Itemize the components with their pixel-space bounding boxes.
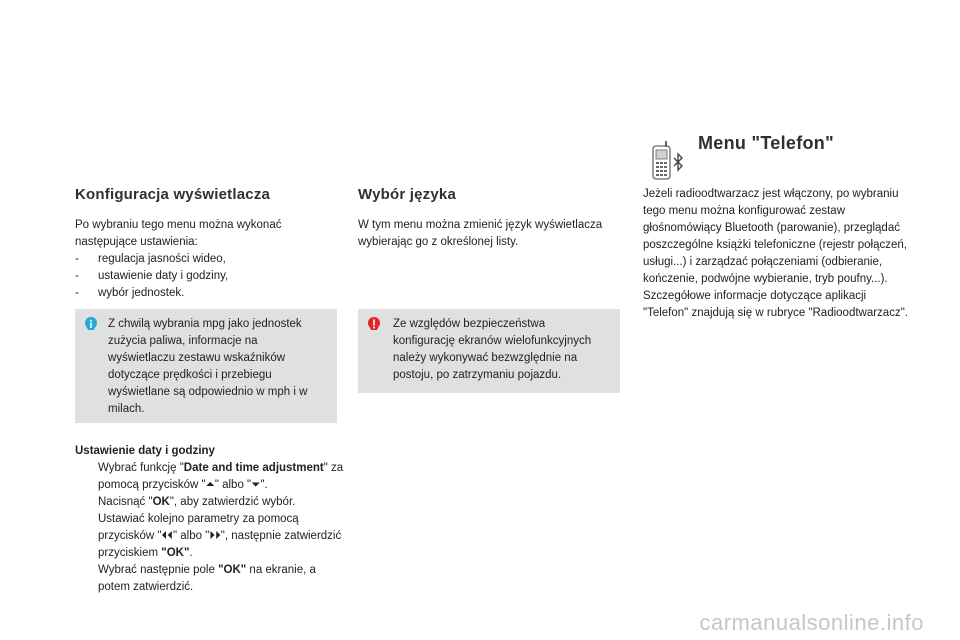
info-note (75, 309, 337, 423)
phone-menu-paragraph: Jeżeli radioodtwarzacz jest włączony, po wybraniu tego menu można konfigurować zestaw głośnomówiący Bluetooth (parowanie), przeglądać poszczególne książki telefoniczne (rejestr połączeń, usługi...) i zarządzać połączeniami (odbieranie, kończenie, podwójne wybieranie, tryb poufny...). (643, 188, 907, 285)
warning-note (358, 309, 620, 393)
list-item: Nacisnąć "OK", aby zatwierdzić wybór. (98, 496, 296, 508)
list-item: Wybrać funkcję "Date and time adjustment" za pomocą przycisków "⏶" albo "⏷". (98, 462, 344, 491)
warning-note-text: Ze względów bezpieczeństwa konfigurację ekranów wielofunkcyjnych należy wykonywać bezwzględnie na postoju, po zatrzymaniu pojazdu. (393, 318, 592, 381)
list-item: - wybór jednostek. (75, 285, 337, 302)
datetime-section (75, 443, 345, 596)
phone-bluetooth-icon (650, 140, 686, 182)
watermark: carmanualsonline.info (699, 610, 924, 635)
language-section (358, 186, 620, 251)
info-note-text: Z chwilą wybrania mpg jako jednostek zużycia paliwa, informacje na wyświetlaczu zestawu wskaźników dotyczące prędkości i przebiegu wyświetlane są odpowiednio w mph i w milach. (108, 318, 308, 415)
info-icon (83, 316, 99, 332)
list-item: - ustawienie daty i godziny, (75, 268, 337, 285)
phone-menu-title: Menu "Telefon" (698, 133, 834, 153)
display-config-intro: Po wybraniu tego menu można wykonać następujące ustawienia: (75, 219, 282, 248)
list-item: Ustawiać kolejno parametry za pomocą przycisków "⏴⏴" albo "⏵⏵", następnie zatwierdzić przyciskiem "OK". (98, 513, 342, 559)
language-heading: Wybór języka (358, 186, 456, 203)
language-text: W tym menu można zmienić język wyświetlacza wybierając go z określonej listy. (358, 219, 603, 248)
list-item: Wybrać następnie pole "OK" na ekranie, a potem zatwierdzić. (98, 564, 316, 593)
datetime-steps (75, 460, 345, 596)
display-config-heading: Konfiguracja wyświetlacza (75, 186, 271, 203)
display-config-list (75, 251, 337, 302)
list-item: - regulacja jasności wideo, (75, 251, 337, 268)
warning-icon (366, 316, 382, 332)
datetime-heading: Ustawienie daty i godziny (75, 445, 215, 457)
display-config-section (75, 186, 337, 302)
phone-menu-paragraph-2: Szczegółowe informacje dotyczące aplikacji "Telefon" znajdują się w rubryce "Radioodtwarzacz". (643, 290, 908, 319)
phone-menu-section (643, 186, 908, 322)
